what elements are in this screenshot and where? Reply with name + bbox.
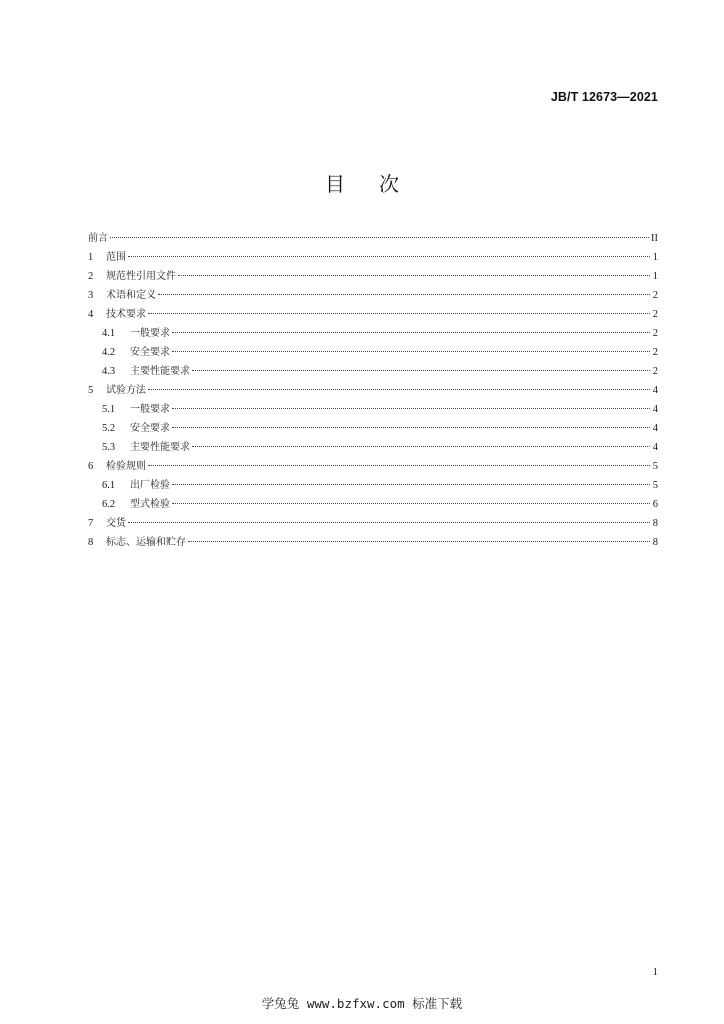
toc-entry-title: 交货	[106, 518, 126, 529]
toc-entry-title: 出厂检验	[130, 480, 170, 491]
toc-entry[interactable]	[88, 514, 658, 533]
toc-entry[interactable]	[88, 381, 658, 400]
toc-dot-leader	[172, 503, 650, 504]
standard-code: JB/T 12673—2021	[550, 90, 658, 104]
toc-entry-page: 1	[652, 252, 658, 263]
toc-entry[interactable]	[88, 457, 658, 476]
toc-entry[interactable]	[88, 305, 658, 324]
toc-entry-number: 7	[88, 518, 94, 529]
toc-dot-leader	[178, 275, 650, 276]
toc-entry-title: 范围	[106, 252, 126, 263]
toc-entry-page: 4	[652, 423, 658, 434]
toc-entry-page: 4	[652, 442, 658, 453]
toc-dot-leader	[172, 332, 650, 333]
toc-entry-number: 4.3	[102, 366, 116, 377]
toc-entry[interactable]	[88, 229, 658, 248]
toc-entry-number: 6	[88, 461, 94, 472]
toc-dot-leader	[110, 237, 649, 238]
toc-entry-number: 4.1	[102, 328, 116, 339]
toc-entry-page: 8	[652, 537, 658, 548]
toc-entry-page: 2	[652, 328, 658, 339]
toc-entry-page: 2	[652, 309, 658, 320]
toc-dot-leader	[148, 389, 650, 390]
toc-entry-title: 安全要求	[130, 423, 170, 434]
toc-entry-page: 1	[652, 271, 658, 282]
toc-entry[interactable]	[88, 533, 658, 552]
toc-entry[interactable]	[88, 248, 658, 267]
footer-watermark: 学兔兔 www.bzfxw.com 标准下载	[261, 996, 463, 1011]
toc-entry-title: 标志、运输和贮存	[106, 537, 186, 548]
toc-entry-title: 主要性能要求	[130, 366, 190, 377]
page-number: 1	[652, 966, 658, 978]
toc-entry-page: 5	[652, 461, 658, 472]
toc-entry-page: 2	[652, 366, 658, 377]
toc-entry[interactable]	[88, 419, 658, 438]
toc-entry-page: 5	[652, 480, 658, 491]
toc-entry[interactable]	[88, 476, 658, 495]
toc-dot-leader	[128, 256, 650, 257]
toc-entry[interactable]	[88, 343, 658, 362]
toc-entry[interactable]	[88, 400, 658, 419]
toc-entry-number: 4	[88, 309, 94, 320]
toc-entry-title: 一般要求	[130, 328, 170, 339]
toc-entry-number: 6.2	[102, 499, 116, 510]
toc-dot-leader	[172, 484, 650, 485]
toc-dot-leader	[172, 351, 650, 352]
toc-entry-number: 3	[88, 290, 94, 301]
toc-entry-number: 6.1	[102, 480, 116, 491]
toc-entry-title: 试验方法	[106, 385, 146, 396]
toc-entry[interactable]	[88, 286, 658, 305]
toc-dot-leader	[148, 313, 650, 314]
toc-entry-title: 术语和定义	[106, 290, 156, 301]
toc-entry-title: 安全要求	[130, 347, 170, 358]
toc-entry-title: 规范性引用文件	[106, 271, 176, 282]
toc-entry-title: 前言	[88, 233, 108, 244]
toc-dot-leader	[148, 465, 650, 466]
toc-entry-number: 1	[88, 252, 94, 263]
toc-entry-number: 5	[88, 385, 94, 396]
toc-entry-title: 型式检验	[130, 499, 170, 510]
toc-entry-number: 4.2	[102, 347, 116, 358]
toc-entry-page: 2	[652, 347, 658, 358]
toc-entry-number: 5.2	[102, 423, 116, 434]
toc-entry-page: 8	[652, 518, 658, 529]
toc-dot-leader	[192, 370, 650, 371]
toc-entry[interactable]	[88, 324, 658, 343]
toc-entry-title: 一般要求	[130, 404, 170, 415]
toc-entry-page: 2	[652, 290, 658, 301]
toc-dot-leader	[172, 408, 650, 409]
toc-entry-title: 主要性能要求	[130, 442, 190, 453]
toc-entry-page: II	[651, 233, 658, 244]
toc-entry-title: 检验规则	[106, 461, 146, 472]
toc-entry-number: 8	[88, 537, 94, 548]
toc-title: 目次	[325, 172, 433, 196]
toc-dot-leader	[158, 294, 650, 295]
toc-entry[interactable]	[88, 362, 658, 381]
toc-entry-number: 5.3	[102, 442, 116, 453]
toc-dot-leader	[128, 522, 650, 523]
toc-dot-leader	[188, 541, 650, 542]
toc-entry-page: 6	[652, 499, 658, 510]
toc-entry[interactable]	[88, 267, 658, 286]
toc-dot-leader	[172, 427, 650, 428]
toc-dot-leader	[192, 446, 650, 447]
toc-entry-page: 4	[652, 404, 658, 415]
toc-entry-title: 技术要求	[106, 309, 146, 320]
toc-entry-page: 4	[652, 385, 658, 396]
toc-entry[interactable]	[88, 438, 658, 457]
toc-entry-number: 5.1	[102, 404, 116, 415]
toc-entry[interactable]	[88, 495, 658, 514]
toc-entry-number: 2	[88, 271, 94, 282]
table-of-contents	[88, 229, 658, 552]
